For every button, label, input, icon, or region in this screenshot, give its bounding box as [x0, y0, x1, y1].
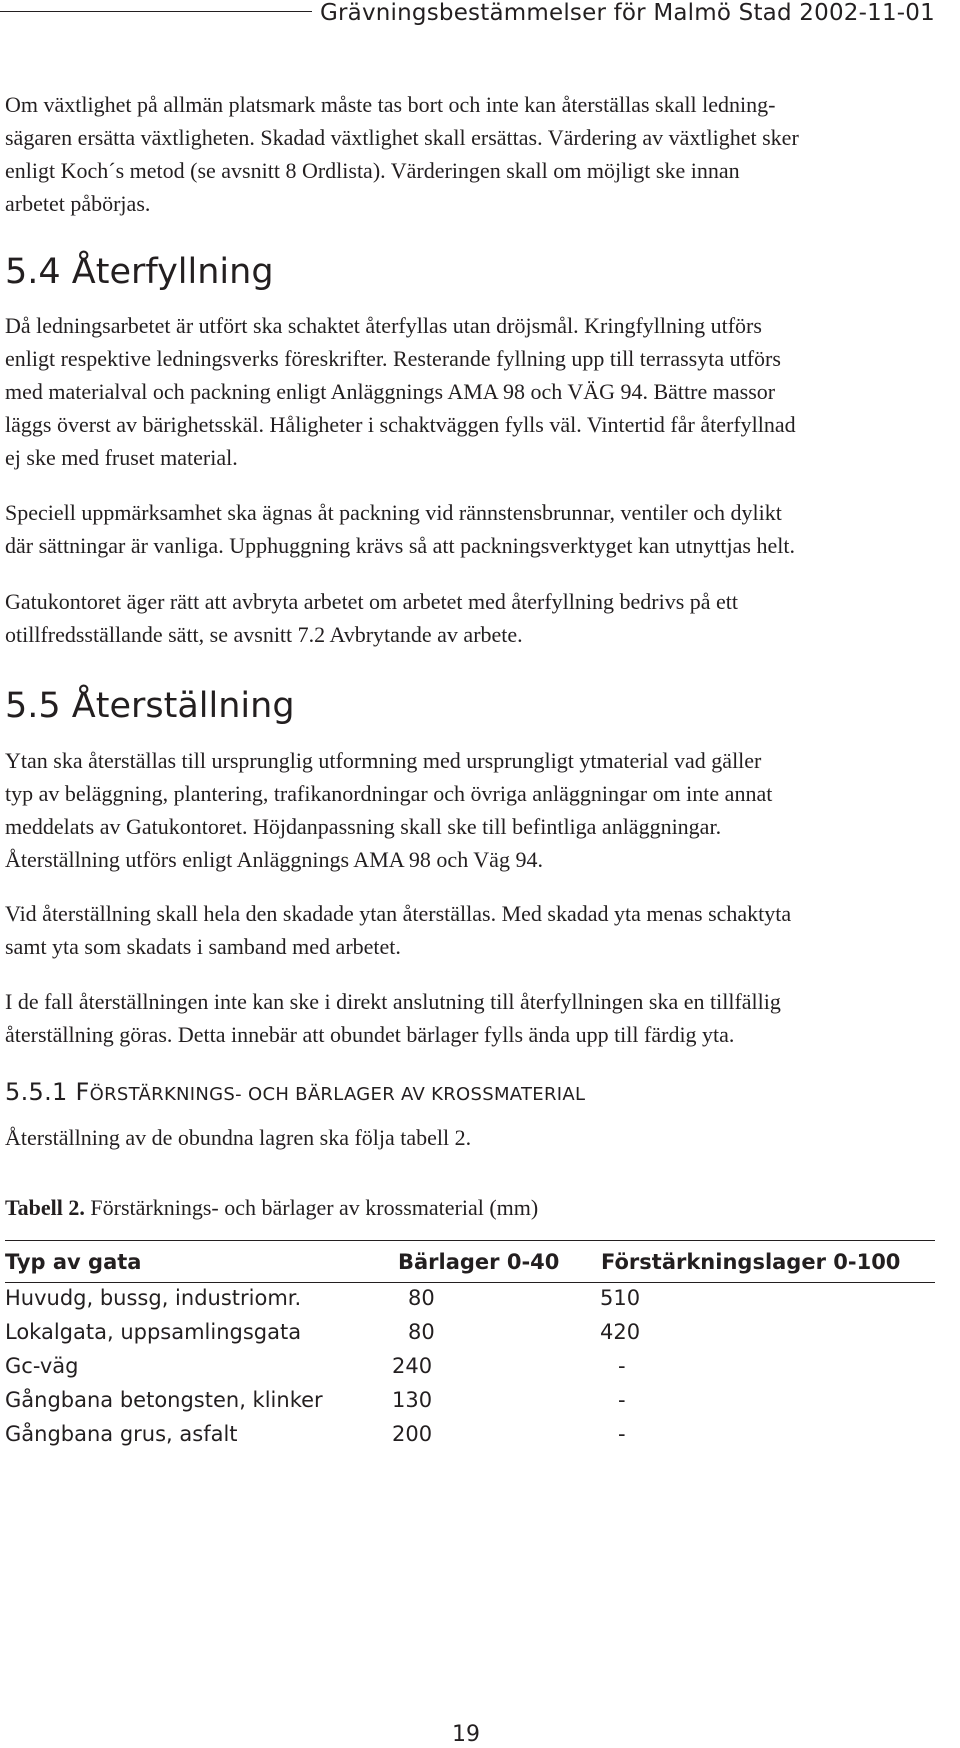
- text-line: Om växtlighet på allmän platsmark måste tas bort och inte kan återställas skall ledning-: [5, 92, 776, 117]
- table-caption: [5, 1195, 538, 1221]
- table-header-barlager: Bärlager 0-40: [398, 1250, 560, 1274]
- text-line: Ytan ska återställas till ursprunglig utformning med ursprungligt ytmaterial vad gäller: [5, 748, 762, 773]
- running-header: Grävningsbestämmelser för Malmö Stad 2002-11-01: [320, 0, 935, 26]
- section-5-5-1-text: [5, 1121, 945, 1154]
- table-cell-barlager: 130: [392, 1388, 433, 1412]
- section-heading-5-5-1: [5, 1078, 585, 1106]
- section-5-4-paragraph-3: [5, 585, 945, 651]
- heading-first-letter: F: [75, 1078, 90, 1106]
- text-line: Återställning av de obundna lagren ska följa tabell 2.: [5, 1125, 472, 1150]
- section-5-5-paragraph-1: [5, 744, 945, 876]
- section-heading-5-5: 5.5 Återställning: [5, 686, 295, 726]
- text-line: otillfredsställande sätt, se avsnitt 7.2 Avbrytande av arbete.: [5, 622, 523, 647]
- section-5-4-paragraph-2: [5, 496, 945, 562]
- text-line: ej ske med fruset material.: [5, 445, 238, 470]
- text-line: arbetet påbörjas.: [5, 191, 151, 216]
- intro-paragraph: [5, 88, 945, 220]
- table-caption-label: Tabell 2.: [5, 1195, 85, 1220]
- text-line: sägaren ersätta växtligheten. Skadad växtlighet skall ersättas. Värdering av växtlighet sker: [5, 125, 799, 150]
- table-cell-type: Huvudg, bussg, industriomr.: [5, 1286, 302, 1310]
- table-cell-barlager: 200: [392, 1422, 433, 1446]
- text-line: Vid återställning skall hela den skadade ytan återställas. Med skadad yta menas schaktyta: [5, 901, 792, 926]
- table-cell-forstarkningslager: -: [618, 1422, 626, 1446]
- table-cell-type: Lokalgata, uppsamlingsgata: [5, 1320, 302, 1344]
- section-number: 5.5.1: [5, 1078, 68, 1106]
- section-5-4-paragraph-1: [5, 309, 945, 474]
- section-heading-5-4: 5.4 Återfyllning: [5, 252, 274, 292]
- heading-rest: ÖRSTÄRKNINGS- OCH BÄRLAGER AV KROSSMATERIAL: [89, 1084, 586, 1105]
- text-line: Då ledningsarbetet är utfört ska schaktet återfyllas utan dröjsmål. Kringfyllning utförs: [5, 313, 762, 338]
- table-caption-text: Förstärknings- och bärlager av krossmaterial (mm): [90, 1195, 539, 1220]
- text-line: med materialval och packning enligt Anläggnings AMA 98 och VÄG 94. Bättre massor: [5, 379, 776, 404]
- text-line: meddelats av Gatukontoret. Höjdanpassning skall ske till befintliga anläggningar.: [5, 814, 722, 839]
- table-cell-type: Gångbana betongsten, klinker: [5, 1388, 323, 1412]
- table-header-type: Typ av gata: [5, 1250, 142, 1274]
- table-cell-forstarkningslager: 510: [600, 1286, 641, 1310]
- text-line: I de fall återställningen inte kan ske i direkt anslutning till återfyllningen ska en tillfällig: [5, 989, 781, 1014]
- text-line: Gatukontoret äger rätt att avbryta arbetet om arbetet med återfyllning bedrivs på ett: [5, 589, 739, 614]
- text-line: läggs överst av bärighetsskäl. Håligheter i schaktväggen fylls väl. Vintertid får återfyllnad: [5, 412, 796, 437]
- section-5-5-paragraph-2: [5, 897, 945, 963]
- table-cell-barlager: 80: [408, 1320, 435, 1344]
- text-line: Återställning utförs enligt Anläggnings AMA 98 och Väg 94.: [5, 847, 543, 872]
- text-line: typ av beläggning, plantering, trafikanordningar och övriga anläggningar om inte annat: [5, 781, 773, 806]
- table-cell-forstarkningslager: -: [618, 1388, 626, 1412]
- text-line: enligt respektive ledningsverks föreskrifter. Resterande fyllning upp till terrassyta utförs: [5, 346, 781, 371]
- table-header-forstarkningslager: Förstärkningslager 0-100: [601, 1250, 901, 1274]
- text-line: samt yta som skadats i samband med arbetet.: [5, 934, 401, 959]
- page-number: 19: [452, 1722, 480, 1747]
- text-line: enligt Koch´s metod (se avsnitt 8 Ordlista). Värderingen skall om möjligt ske innan: [5, 158, 740, 183]
- table-top-rule: [5, 1240, 935, 1241]
- header-rule: [0, 11, 312, 12]
- table-cell-type: Gc-väg: [5, 1354, 79, 1378]
- table-cell-barlager: 240: [392, 1354, 433, 1378]
- table-cell-forstarkningslager: 420: [600, 1320, 641, 1344]
- table-cell-barlager: 80: [408, 1286, 435, 1310]
- table-header-rule: [5, 1282, 935, 1283]
- text-line: där sättningar är vanliga. Upphuggning krävs så att packningsverktyget kan utnyttjas helt.: [5, 533, 795, 558]
- section-5-5-paragraph-3: [5, 985, 945, 1051]
- table-cell-type: Gångbana grus, asfalt: [5, 1422, 238, 1446]
- text-line: återställning göras. Detta innebär att obundet bärlager fylls ända upp till färdig yta.: [5, 1022, 735, 1047]
- table-cell-forstarkningslager: -: [618, 1354, 626, 1378]
- text-line: Speciell uppmärksamhet ska ägnas åt packning vid rännstensbrunnar, ventiler och dylikt: [5, 500, 782, 525]
